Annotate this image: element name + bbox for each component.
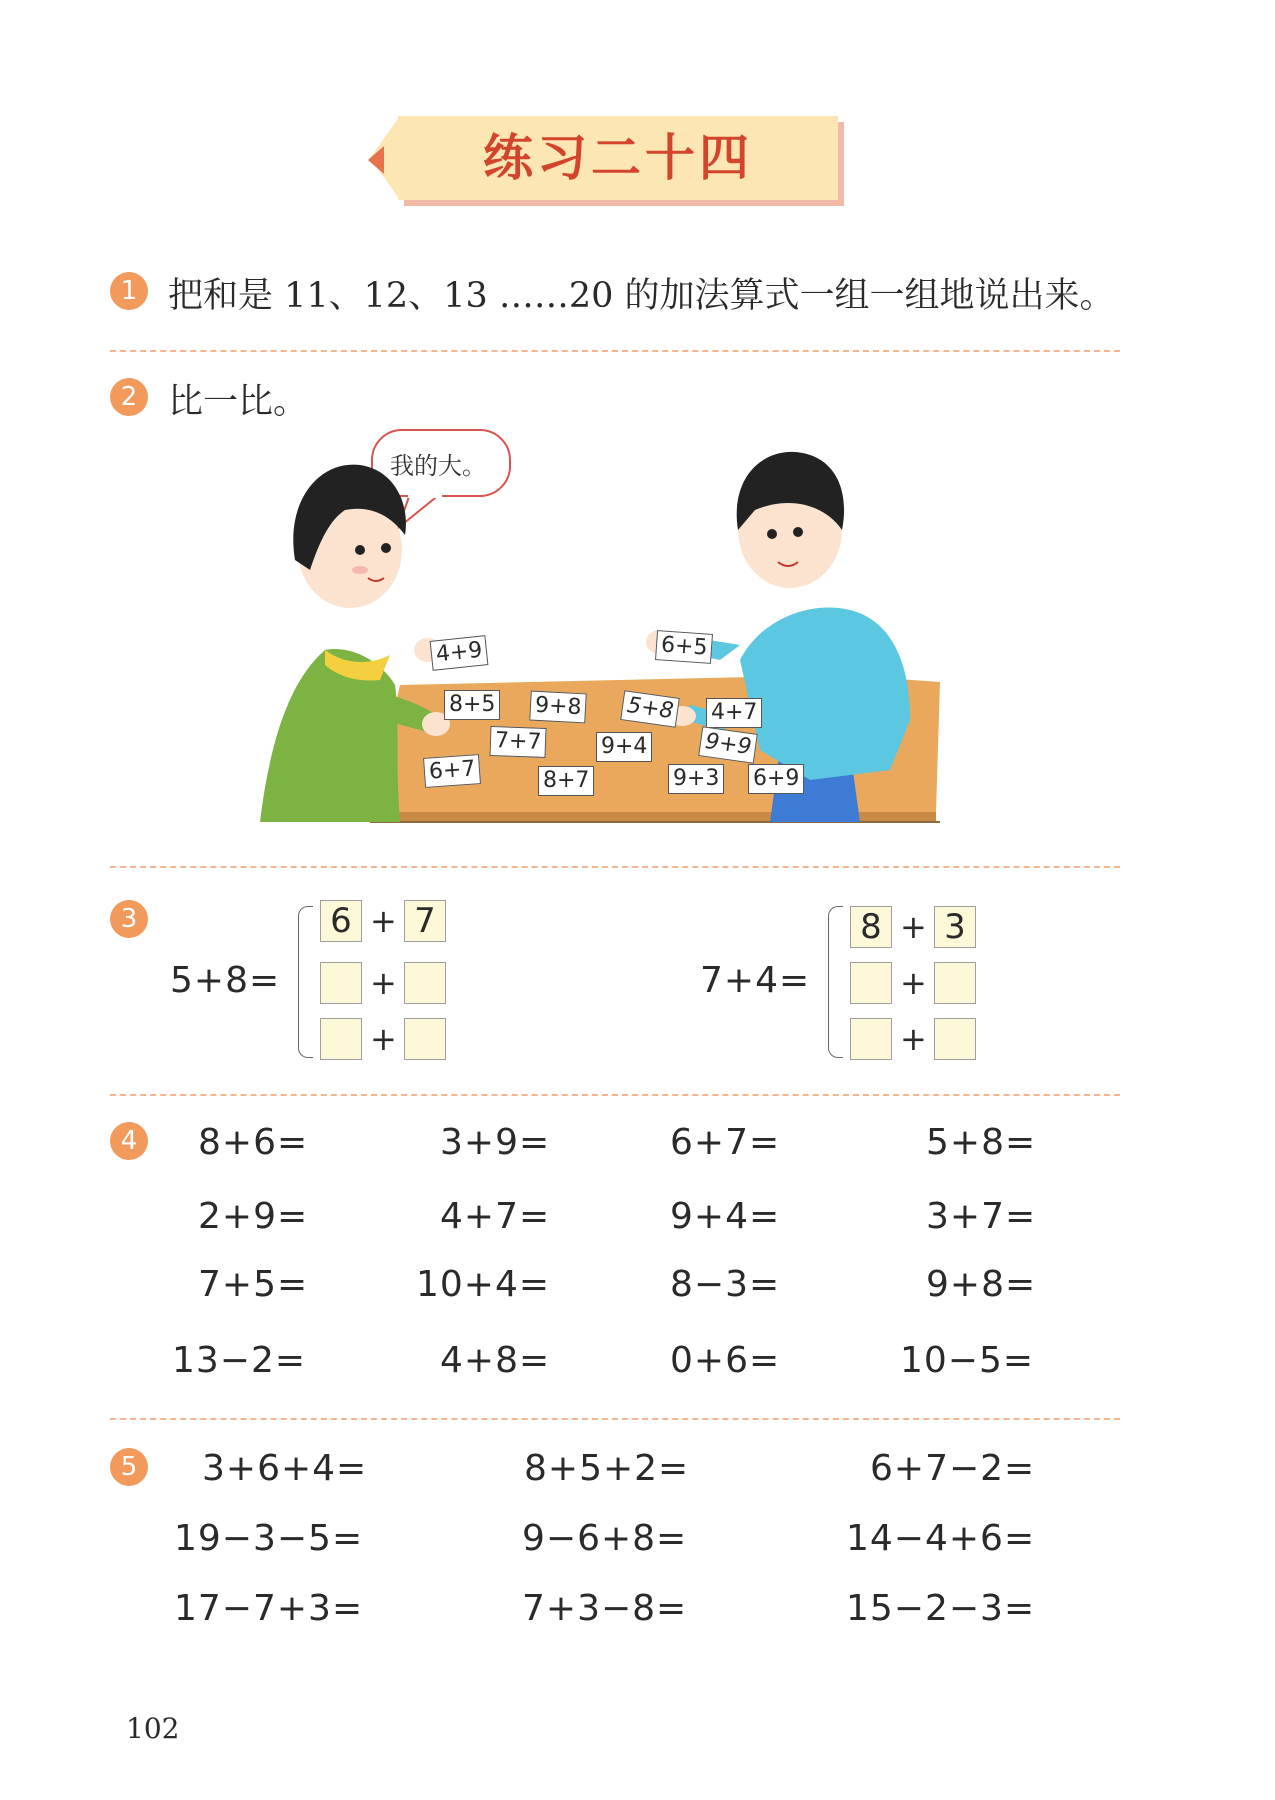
q5-equation: 8+5+2= xyxy=(524,1448,690,1489)
decompose-expression-right: 7+4= xyxy=(700,960,811,1001)
table-card: 8+7 xyxy=(538,766,594,796)
question-5-number: 5 xyxy=(110,1448,148,1486)
q4-equation: 8−3= xyxy=(670,1264,781,1305)
answer-box-filled: 8 xyxy=(850,906,892,948)
left-brace xyxy=(298,906,313,1058)
table-card: 8+5 xyxy=(444,690,500,720)
plus-sign: + xyxy=(370,964,397,1002)
title-banner xyxy=(370,112,840,204)
answer-box[interactable] xyxy=(934,1018,976,1060)
q4-equation: 8+6= xyxy=(198,1122,309,1163)
question-3-number: 3 xyxy=(110,900,148,938)
answer-box[interactable] xyxy=(934,962,976,1004)
q4-equation: 7+5= xyxy=(198,1264,309,1305)
question-2-number: 2 xyxy=(110,378,148,416)
question-4-number: 4 xyxy=(110,1122,148,1160)
separator xyxy=(110,866,1120,868)
q4-equation: 13−2= xyxy=(172,1340,307,1381)
banner-arrow-icon xyxy=(368,146,384,174)
right-brace xyxy=(828,906,843,1058)
q4-equation: 6+7= xyxy=(670,1122,781,1163)
plus-sign: + xyxy=(900,964,927,1002)
card-held-by-boy: 6+5 xyxy=(655,630,713,664)
q4-equation: 10+4= xyxy=(416,1264,551,1305)
q5-equation: 17−7+3= xyxy=(174,1588,364,1629)
q5-equation: 6+7−2= xyxy=(870,1448,1036,1489)
plus-sign: + xyxy=(370,902,397,940)
q5-equation: 15−2−3= xyxy=(846,1588,1036,1629)
question-1-number: 1 xyxy=(110,272,148,310)
speech-text: 我的大。 xyxy=(390,452,486,480)
q4-equation: 3+7= xyxy=(926,1196,1037,1237)
q4-equation: 0+6= xyxy=(670,1340,781,1381)
page-number: 102 xyxy=(126,1712,180,1745)
q5-equation: 14−4+6= xyxy=(846,1518,1036,1559)
question-2-text: 比一比。 xyxy=(168,382,309,422)
table-card: 5+8 xyxy=(620,690,680,728)
answer-box[interactable] xyxy=(850,962,892,1004)
q5-equation: 19−3−5= xyxy=(174,1518,364,1559)
q4-equation: 3+9= xyxy=(440,1122,551,1163)
card-held-by-girl: 4+9 xyxy=(430,635,489,671)
decompose-expression-left: 5+8= xyxy=(170,960,281,1001)
answer-box-filled: 3 xyxy=(934,906,976,948)
answer-box[interactable] xyxy=(850,1018,892,1060)
q4-equation: 9+4= xyxy=(670,1196,781,1237)
table-card: 6+7 xyxy=(423,754,481,788)
q4-equation: 9+8= xyxy=(926,1264,1037,1305)
table-card: 9+4 xyxy=(596,732,652,762)
table-card: 9+3 xyxy=(668,764,724,794)
separator xyxy=(110,350,1120,352)
q4-equation: 10−5= xyxy=(900,1340,1035,1381)
table-card: 9+8 xyxy=(529,691,587,724)
answer-box[interactable] xyxy=(320,962,362,1004)
answer-box[interactable] xyxy=(404,1018,446,1060)
answer-box-filled: 7 xyxy=(404,900,446,942)
plus-sign: + xyxy=(900,908,927,946)
q4-equation: 5+8= xyxy=(926,1122,1037,1163)
answer-box[interactable] xyxy=(320,1018,362,1060)
answer-box-filled: 6 xyxy=(320,900,362,942)
children-comparing-cards-illustration xyxy=(250,420,980,830)
plus-sign: + xyxy=(370,1020,397,1058)
table-card: 7+7 xyxy=(489,726,546,758)
answer-box[interactable] xyxy=(404,962,446,1004)
q5-equation: 7+3−8= xyxy=(522,1588,688,1629)
q4-equation: 4+8= xyxy=(440,1340,551,1381)
question-1-text: 把和是 11、12、13 ……20 的加法算式一组一组地说出来。 xyxy=(168,276,1115,316)
plus-sign: + xyxy=(900,1020,927,1058)
table-card: 4+7 xyxy=(706,698,762,728)
q5-equation: 3+6+4= xyxy=(202,1448,368,1489)
page-title: 练习二十四 xyxy=(483,128,753,187)
table-card: 9+9 xyxy=(698,726,758,764)
table-card: 6+9 xyxy=(748,764,804,794)
q5-equation: 9−6+8= xyxy=(522,1518,688,1559)
separator xyxy=(110,1094,1120,1096)
q4-equation: 2+9= xyxy=(198,1196,309,1237)
separator xyxy=(110,1418,1120,1420)
q4-equation: 4+7= xyxy=(440,1196,551,1237)
